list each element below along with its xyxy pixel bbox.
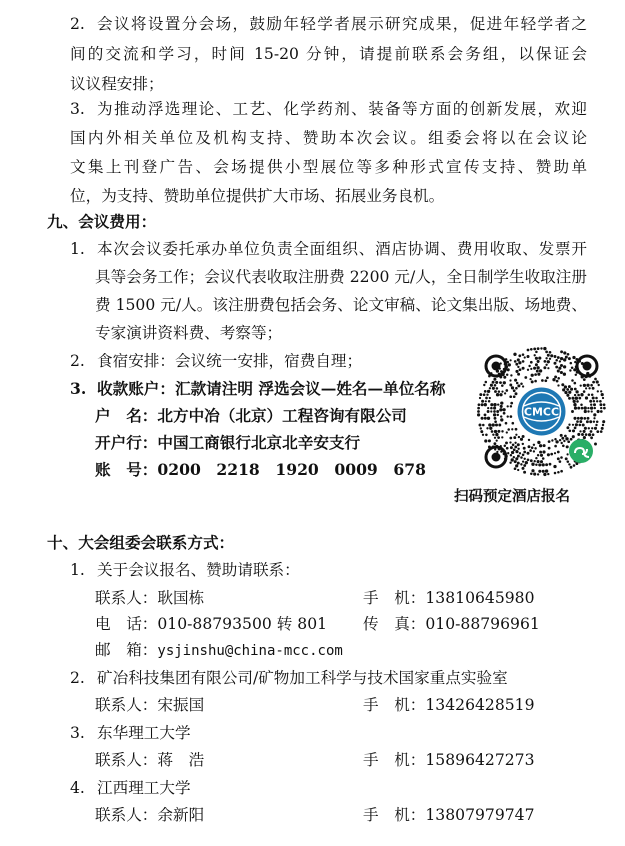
contact-person-row <box>95 586 204 610</box>
paragraph-line: 国内外相关单位及机构支持、赞助本次会议。组委会将以在会议论 <box>70 129 587 147</box>
account-number-row <box>95 458 426 482</box>
paragraph-line: 位，为支持、赞助单位提供扩大市场、拓展业务良机。 <box>70 187 445 205</box>
section-heading-contacts: 十、大会组委会联系方式： <box>47 533 235 552</box>
account-number-value: 0200 2218 1920 0009 678 <box>157 460 426 479</box>
item-number: 2. <box>70 352 85 370</box>
mobile-row <box>363 586 535 610</box>
paragraph-line: 会议将设置分会场，鼓励年轻学者展示研究成果，促进年轻学者之 <box>97 15 587 33</box>
mobile-row <box>363 693 535 717</box>
email-row <box>95 638 343 663</box>
mobile-row <box>363 803 535 827</box>
fax-row <box>363 612 540 636</box>
fax-label: 传 真： <box>363 615 426 633</box>
contact-person-label: 联系人： <box>95 751 158 769</box>
item-number: 3. <box>70 379 87 398</box>
contact-person-row <box>95 803 204 827</box>
qr-caption: 扫码预定酒店报名 <box>454 488 570 505</box>
phone-label: 电 话： <box>95 615 158 633</box>
mobile-label: 手 机： <box>363 589 426 607</box>
email-address[interactable]: ysjinshu@china-mcc.com <box>157 643 343 659</box>
phone-row <box>95 612 327 636</box>
mobile-row <box>363 748 535 772</box>
contact-org: 矿冶科技集团有限公司/矿物加工科学与技术国家重点实验室 <box>97 669 508 687</box>
mobile-number: 13426428519 <box>425 696 535 714</box>
item-number: 4. <box>70 779 85 797</box>
contact-org: 关于会议报名、赞助请联系： <box>97 561 300 579</box>
bank-label: 开户行： <box>95 433 158 452</box>
phone-number: 010-88793500 转 801 <box>157 615 328 633</box>
item-number: 1. <box>70 561 85 579</box>
mobile-number: 13810645980 <box>425 589 535 607</box>
contact-person-label: 联系人： <box>95 589 158 607</box>
contact-person-row <box>95 748 204 772</box>
item-number: 2. <box>70 669 85 687</box>
mobile-label: 手 机： <box>363 806 426 824</box>
item-number: 1. <box>70 240 85 258</box>
fax-number: 010-88796961 <box>425 615 540 633</box>
paragraph-line: 费 1500 元/人。该注册费包括会务、论文审稿、论文集出版、场地费、 <box>95 296 587 314</box>
contact-person-label: 联系人： <box>95 696 158 714</box>
account-name-value: 北方中冶（北京）工程咨询有限公司 <box>157 406 407 425</box>
mobile-label: 手 机： <box>363 751 426 769</box>
contact-person: 耿国栋 <box>157 589 205 607</box>
contact-person: 余新阳 <box>157 806 205 824</box>
bank-row <box>95 431 360 455</box>
qr-logo-text: CMCC <box>523 405 560 419</box>
contact-person: 宋振国 <box>157 696 205 714</box>
paragraph-line: 为推动浮选理论、工艺、化学药剂、装备等方面的创新发展，欢迎 <box>97 100 587 118</box>
mobile-number: 13807979747 <box>425 806 535 824</box>
mobile-label: 手 机： <box>363 696 426 714</box>
paragraph-line: 议议程安排； <box>70 75 164 93</box>
paragraph-line: 专家演讲资料费、考察等； <box>95 324 283 342</box>
bank-value: 中国工商银行北京北辛安支行 <box>157 433 361 452</box>
payment-account-heading: 收款账户：汇款请注明 浮选会议—姓名—单位名称 <box>97 379 446 398</box>
hotel-booking-qr-code[interactable] <box>474 344 609 479</box>
contact-person: 蒋 浩 <box>157 751 205 769</box>
lodging-text: 食宿安排：会议统一安排，宿费自理； <box>97 352 363 370</box>
contact-person-label: 联系人： <box>95 806 158 824</box>
account-name-label: 户 名： <box>95 406 158 425</box>
account-name-row <box>95 404 407 428</box>
qr-code-icon <box>474 344 609 479</box>
paragraph-line: 具等会务工作；会议代表收取注册费 2200 元/人，全日制学生收取注册 <box>95 268 587 286</box>
email-label: 邮 箱： <box>95 641 158 659</box>
mobile-number: 15896427273 <box>425 751 535 769</box>
contact-org: 东华理工大学 <box>97 724 191 742</box>
item-number: 3. <box>70 100 85 118</box>
paragraph-line: 间的交流和学习，时间 15-20 分钟，请提前联系会务组，以保证会 <box>70 45 587 63</box>
account-number-label: 账 号： <box>95 460 158 479</box>
item-number: 2. <box>70 15 85 33</box>
contact-org: 江西理工大学 <box>97 779 191 797</box>
item-number: 3. <box>70 724 85 742</box>
paragraph-line: 文集上刊登广告、会场提供小型展位等多种形式宣传支持、赞助单 <box>70 158 587 176</box>
contact-person-row <box>95 693 204 717</box>
section-heading-fees: 九、会议费用： <box>47 212 157 231</box>
wechat-icon <box>569 439 593 463</box>
paragraph-line: 本次会议委托承办单位负责全面组织、酒店协调、费用收取、发票开 <box>97 240 587 258</box>
